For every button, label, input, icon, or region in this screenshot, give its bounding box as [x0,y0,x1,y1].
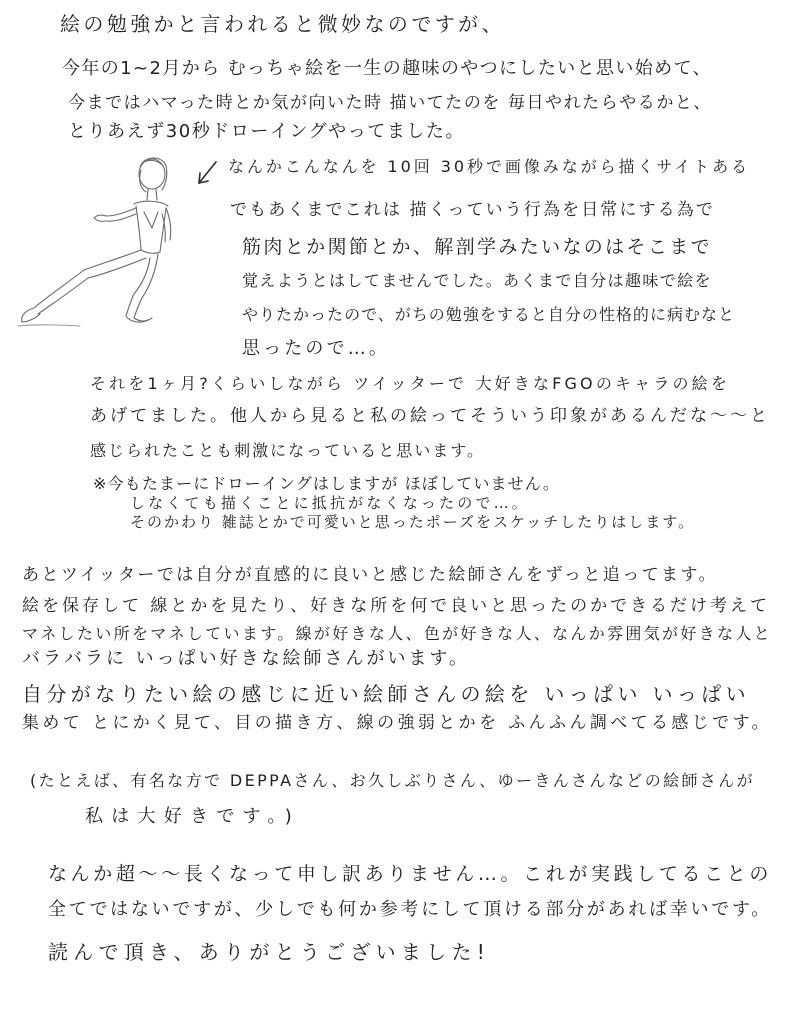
twitter-line: あげてました。他人から見ると私の絵ってそういう印象があるんだな〜〜と [90,406,770,426]
examples-line: 私は大好きです。) [85,806,300,827]
closing-line: 全てではないですが、少しでも何か参考にして頂ける部分があれば幸いです。 [48,899,772,920]
sketch-note-line: やりたかったので、がちの勉強をすると自分の性格的に病むなと [242,305,735,324]
closing-line: 読んで頂き、ありがとうございました! [48,940,490,964]
collect-line: 集めて とにかく見て、目の描き方、線の強弱とかを ふんふん調べてる感じです。 [22,713,772,733]
sketch-note-line: 覚えようとはしてませんでした。あくまで自分は趣味で絵を [242,271,712,290]
closing-line: なんか超〜〜長くなって申し訳ありません…。これが実践してることの [48,863,772,885]
collect-line: 自分がなりたい絵の感じに近い絵師さんの絵を いっぱい いっぱい [22,682,750,706]
sketch-note-line: 筋肉とか関節とか、解剖学みたいなのはそこまで [242,236,712,258]
intro-line: 今年の1~2月から むっちゃ絵を一生の趣味のやつにしたいと思い始めて、 [62,58,712,79]
sketch-note-line: でもあくまでこれは 描くっていう行為を日常にする為で [230,200,715,220]
aside-line: ※今もたまーにドローイングはしますが ほぼしていません。 [93,474,560,493]
aside-line: しなくても描くことに抵抗がなくなったので…。 [130,494,530,512]
artists-line: あとツイッターでは自分が直感的に良いと感じた絵師さんをずっと追ってます。 [22,565,718,585]
twitter-line: 感じられたことも刺激になっていると思います。 [90,441,485,460]
intro-line: 絵の勉強かと言われると微妙なのですが、 [60,12,505,36]
sketch-note-line: 思ったので…。 [242,338,390,359]
artists-line: 絵を保存して 線とかを見たり、好きな所を何で良いと思ったのかできるだけ考えて [22,596,770,616]
twitter-line: それを1ヶ月?くらいしながら ツイッターで 大好きなFGOのキャラの絵を [90,374,730,393]
examples-line: (たとえば、有名な方で DEPPAさん、お久しぶりさん、ゆーきんさんなどの絵師さんが [30,771,755,790]
aside-line: そのかわり 雑誌とかで可愛いと思ったポーズをスケッチしたりはします。 [130,513,695,531]
sketch-caption: なんかこんなんを 10回 30秒で画像みながら描くサイトある [228,157,750,176]
arrow-icon [194,158,220,188]
artists-line: バラバラに いっぱい好きな絵師さんがいます。 [22,648,470,669]
intro-line: 今まではハマった時とか気が向いた時 描いてたのを 毎日やれたらやるかと、 [68,93,712,113]
intro-line: とりあえず30秒ドローイングやってました。 [68,121,465,142]
figure-sketch [0,150,200,340]
artists-line: マネしたい所をマネしています。線が好きな人、色が好きな人、なんか雰囲気が好きな人と [22,624,772,643]
